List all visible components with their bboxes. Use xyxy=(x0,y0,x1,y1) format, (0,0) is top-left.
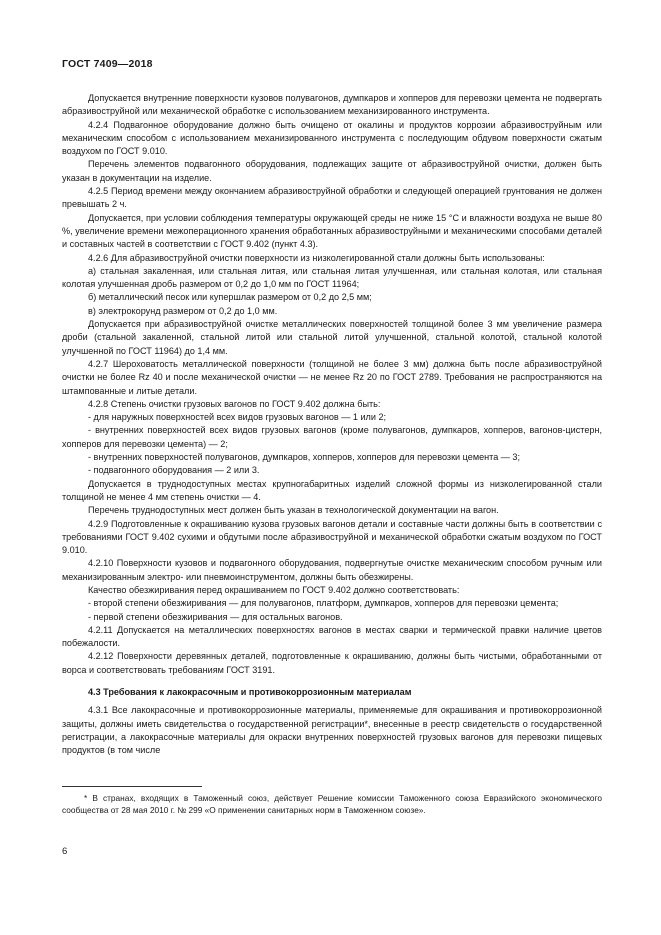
list-item: а) стальная закаленная, или стальная литая, или стальная литая улучшенная, или стальная колотая, или стальная колотая улучшенная дробь размером от 0,2 до 1,0 мм по ГОСТ 11964; xyxy=(62,265,602,290)
paragraph: 4.2.4 Подвагонное оборудование должно быть очищено от окалины и продуктов коррозии абразивоструйным или механическим способом с использованием механизированного инструмента с последующим обдувом поверхности сжатым воздухом по ГОСТ 9.010. xyxy=(62,119,602,157)
paragraph: Перечень элементов подвагонного оборудования, подлежащих защите от абразивоструйной очистки, должен быть указан в документации на изделие. xyxy=(62,159,602,183)
paragraph: 4.2.10 Поверхности кузовов и подвагонного оборудования, подвергнутые очистке механическим способом ручным или механизированным электро- или пневмоинструментом, должны быть обезжирены. xyxy=(62,558,602,582)
paragraph: 4.2.7 Шероховатость металлической поверхности (толщиной не более 3 мм) должна быть после абразивоструйной очистки не более Rz 40 и после механической очистки — не менее Rz 20 по ГОСТ 2789. Требования не распространяются на штампованные и литые детали. xyxy=(62,358,602,396)
document-body xyxy=(62,92,602,758)
paragraph: Допускается, при условии соблюдения температуры окружающей среды не ниже 15 °С и влажности воздуха не выше 80 %, увеличение времени межоперационного хранения обработанных абразивоструйными и механическими способами деталей и составных частей в соответствии с ГОСТ 9.402 (пункт 4.3). xyxy=(62,212,602,250)
paragraph: 4.2.12 Поверхности деревянных деталей, подготовленные к окрашиванию, должны быть чистыми, обработанными от ворса и соответствовать требованиям ГОСТ 3191. xyxy=(62,651,602,675)
paragraph: 4.3.1 Все лакокрасочные и противокоррозионные материалы, применяемые для окрашивания и противокоррозионной защиты, должны иметь свидетельства о государственной регистрации*, внесенные в реестр свидетельств о государственной регистрации, а лакокрасочные материалы для окраски внутренних поверхностей грузовых вагонов для перевозки пищевых продуктов (в том числе xyxy=(62,705,602,756)
document-header: ГОСТ 7409—2018 xyxy=(62,58,153,70)
list-item: - для наружных поверхностей всех видов грузовых вагонов — 1 или 2; xyxy=(88,412,387,423)
list-item: б) металлический песок или купершлак размером от 0,2 до 2,5 мм; xyxy=(88,292,372,303)
list-item: - внутренних поверхностей всех видов грузовых вагонов (кроме полувагонов, думпкаров, хопперов, вагонов-цистерн, хопперов для перевозки цемента) — 2; xyxy=(62,425,602,449)
section-heading: 4.3 Требования к лакокрасочным и противокоррозионным материалам xyxy=(88,687,412,698)
paragraph: 4.2.9 Подготовленные к окрашиванию кузова грузовых вагонов детали и составные части должны быть в соответствии с требованиями ГОСТ 9.402 сухими и обдутыми после абразивоструйной и механической обработки сжатым воздухом по ГОСТ 9.010. xyxy=(62,518,602,556)
paragraph: Допускается при абразивоструйной очистке металлических поверхностей толщиной более 3 мм увеличение размера дроби (стальной закаленной, стальной литой или стальной литой улучшенной, стальной колотой, стальной колотой улучшенной по ГОСТ 11964) до 1,4 мм. xyxy=(62,319,602,356)
list-item: в) электрокорунд размером от 0,2 до 1,0 мм. xyxy=(88,305,278,316)
list-item: - первой степени обезжиривания — для остальных вагонов. xyxy=(88,611,343,622)
paragraph: Допускается в труднодоступных местах крупногабаритных изделий сложной формы из низколегированной стали толщиной не менее 4 мм степень очистки — 4. xyxy=(62,478,602,502)
paragraph: 4.2.8 Степень очистки грузовых вагонов по ГОСТ 9.402 должна быть: xyxy=(88,398,381,409)
paragraph: Допускается внутренние поверхности кузовов полувагонов, думпкаров и хопперов для перевозки цемента не подвергать абразивоструйной или механической обработке с использованием механизированного инструмента. xyxy=(62,93,602,117)
paragraph: 4.2.6 Для абразивоструйной очистки поверхности из низколегированной стали должны быть использованы: xyxy=(88,252,545,263)
paragraph: Перечень труднодоступных мест должен быть указан в технологической документации на вагон. xyxy=(88,505,499,516)
list-item: - второй степени обезжиривания — для полувагонов, платформ, думпкаров, хопперов для перевозки цемента; xyxy=(88,598,559,609)
footnote: * В странах, входящих в Таможенный союз, действует Решение комиссии Таможенного союза Евразийского экономического сообщества от 28 мая 2010 г. № 299 «О применении санитарных норм в Таможенном союзе». xyxy=(62,793,602,815)
footnote-divider xyxy=(62,786,202,787)
paragraph: Качество обезжиривания перед окрашиванием по ГОСТ 9.402 должно соответствовать: xyxy=(88,584,460,595)
page-number: 6 xyxy=(62,846,68,857)
paragraph: 4.2.11 Допускается на металлических поверхностях вагонов в местах сварки и термической правки наличие цветов побежалости. xyxy=(62,624,602,649)
paragraph: 4.2.5 Период времени между окончанием абразивоструйной обработки и следующей операцией грунтования не должен превышать 2 ч. xyxy=(62,186,602,210)
list-item: - внутренних поверхностей полувагонов, думпкаров, хопперов, хопперов для перевозки цемента — 3; xyxy=(88,452,521,463)
list-item: - подвагонного оборудования — 2 или 3. xyxy=(88,465,260,476)
